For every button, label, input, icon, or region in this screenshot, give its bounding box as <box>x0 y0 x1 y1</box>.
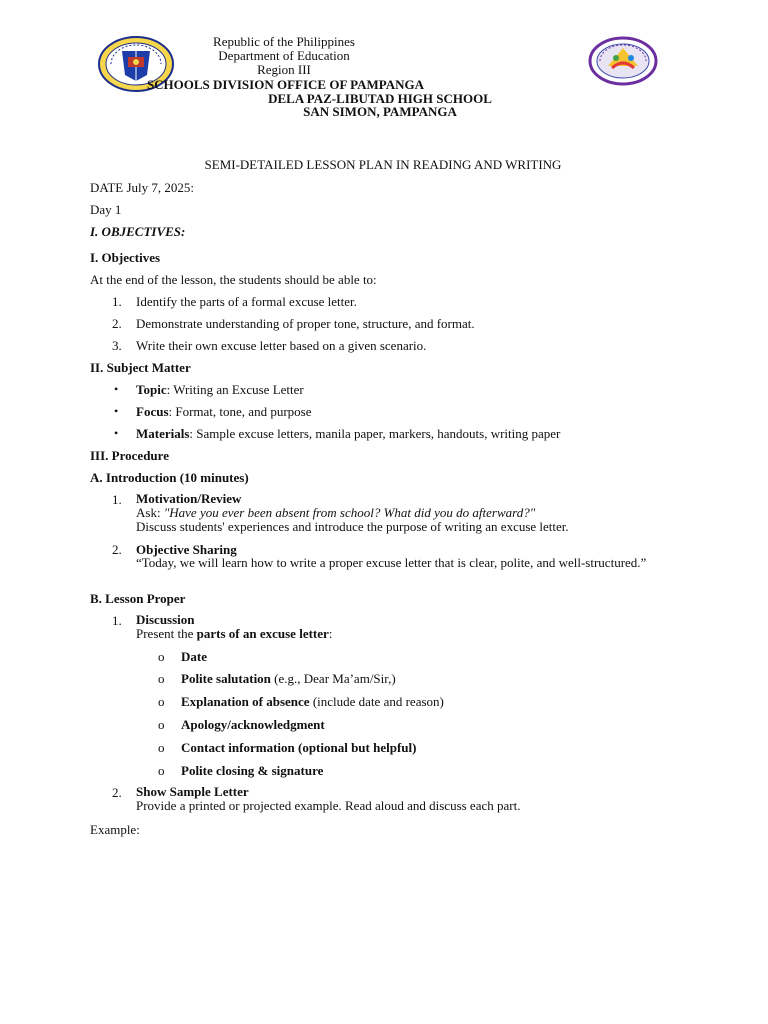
bullet-symbol: • <box>114 382 119 396</box>
part-text <box>181 717 325 733</box>
sub-bullet: o <box>158 694 165 709</box>
ask-label: Ask: <box>136 505 164 520</box>
republic-line: Republic of the Philippines <box>213 34 355 49</box>
part-rest: (include date and reason) <box>309 694 444 709</box>
present-suffix: : <box>328 626 333 641</box>
sub-bullet: o <box>158 671 165 686</box>
motivation-title: Motivation/Review <box>136 491 242 506</box>
division-line: SCHOOLS DIVISION OFFICE OF PAMPANGA <box>146 77 425 92</box>
item-label: Topic <box>136 382 167 397</box>
lesson-plan-title: SEMI-DETAILED LESSON PLAN IN READING AND WRITING <box>204 157 562 172</box>
discussion-title: Discussion <box>136 612 195 627</box>
sub-bullet: o <box>158 649 165 664</box>
objectives-intro: At the end of the lesson, the students should be able to: <box>90 272 377 287</box>
bullet-symbol: • <box>114 426 119 440</box>
part-text <box>181 649 207 665</box>
item-number: 2. <box>112 542 122 557</box>
present-prefix: Present the <box>136 626 197 641</box>
objectives-main-heading: I. OBJECTIVES: <box>90 224 186 239</box>
part-text <box>181 694 444 710</box>
item-text: Demonstrate understanding of proper tone, structure, and format. <box>136 316 475 331</box>
sub-bullet: o <box>158 740 165 755</box>
part-text <box>181 763 323 779</box>
motivation-text: Discuss students' experiences and introduce the purpose of writing an excuse letter. <box>136 519 569 534</box>
date-line: DATE July 7, 2025: <box>90 180 194 195</box>
part-text <box>181 671 396 687</box>
part-bold: Apology/acknowledgment <box>181 717 325 732</box>
sample-title: Show Sample Letter <box>136 784 249 799</box>
introduction-heading: A. Introduction (10 minutes) <box>90 470 249 485</box>
part-bold: Polite salutation <box>181 671 271 686</box>
subject-focus <box>136 404 311 420</box>
part-rest: (e.g., Dear Ma’am/Sir,) <box>270 671 396 686</box>
bullet-symbol: • <box>114 404 119 418</box>
objective-sharing-text: “Today, we will learn how to write a proper excuse letter that is clear, polite, and well-structured.” <box>136 555 647 570</box>
school-seal-logo <box>588 36 658 86</box>
part-bold: Polite closing & signature <box>181 763 324 778</box>
item-text: : Writing an Excuse Letter <box>166 382 304 397</box>
objectives-heading: I. Objectives <box>90 250 161 265</box>
part-text <box>181 740 416 756</box>
part-bold: Contact information (optional but helpful) <box>181 740 417 755</box>
item-number: 2. <box>112 316 122 331</box>
motivation-ask <box>136 506 569 520</box>
example-label: Example: <box>90 822 140 837</box>
discussion-present <box>136 627 332 641</box>
part-bold: Explanation of absence <box>181 694 310 709</box>
day-label: Day 1 <box>90 202 122 217</box>
objective-sharing-title: Objective Sharing <box>136 542 237 557</box>
item-text: : Sample excuse letters, manila paper, markers, handouts, writing paper <box>189 426 561 441</box>
sub-bullet: o <box>158 763 165 778</box>
letterhead-top <box>184 35 384 77</box>
motivation-block <box>136 492 569 534</box>
present-bold: parts of an excuse letter <box>196 626 329 641</box>
item-text: Write their own excuse letter based on a given scenario. <box>136 338 427 353</box>
item-number: 3. <box>112 338 122 353</box>
item-number: 2. <box>112 785 122 800</box>
item-number: 1. <box>112 613 122 628</box>
ask-quote: "Have you ever been absent from school? What did you do afterward?" <box>163 505 536 520</box>
school-name: DELA PAZ-LIBUTAD HIGH SCHOOL <box>268 91 492 106</box>
school-location: SAN SIMON, PAMPANGA <box>303 104 457 119</box>
region-line: Region III <box>257 62 311 77</box>
item-label: Materials <box>136 426 190 441</box>
subject-topic <box>136 382 304 398</box>
item-text: Identify the parts of a formal excuse letter. <box>136 294 357 309</box>
item-number: 1. <box>112 492 122 507</box>
discussion-block <box>136 613 332 641</box>
item-number: 1. <box>112 294 122 309</box>
item-label: Focus <box>136 404 169 419</box>
sub-bullet: o <box>158 717 165 732</box>
part-bold: Date <box>181 649 207 664</box>
department-line: Department of Education <box>218 48 350 63</box>
sample-letter-block <box>136 785 520 813</box>
subject-matter-heading: II. Subject Matter <box>90 360 191 375</box>
subject-materials <box>136 426 560 442</box>
item-text: : Format, tone, and purpose <box>168 404 312 419</box>
lesson-proper-heading: B. Lesson Proper <box>90 591 186 606</box>
sample-text: Provide a printed or projected example. Read aloud and discuss each part. <box>136 798 521 813</box>
procedure-heading: III. Procedure <box>90 448 169 463</box>
